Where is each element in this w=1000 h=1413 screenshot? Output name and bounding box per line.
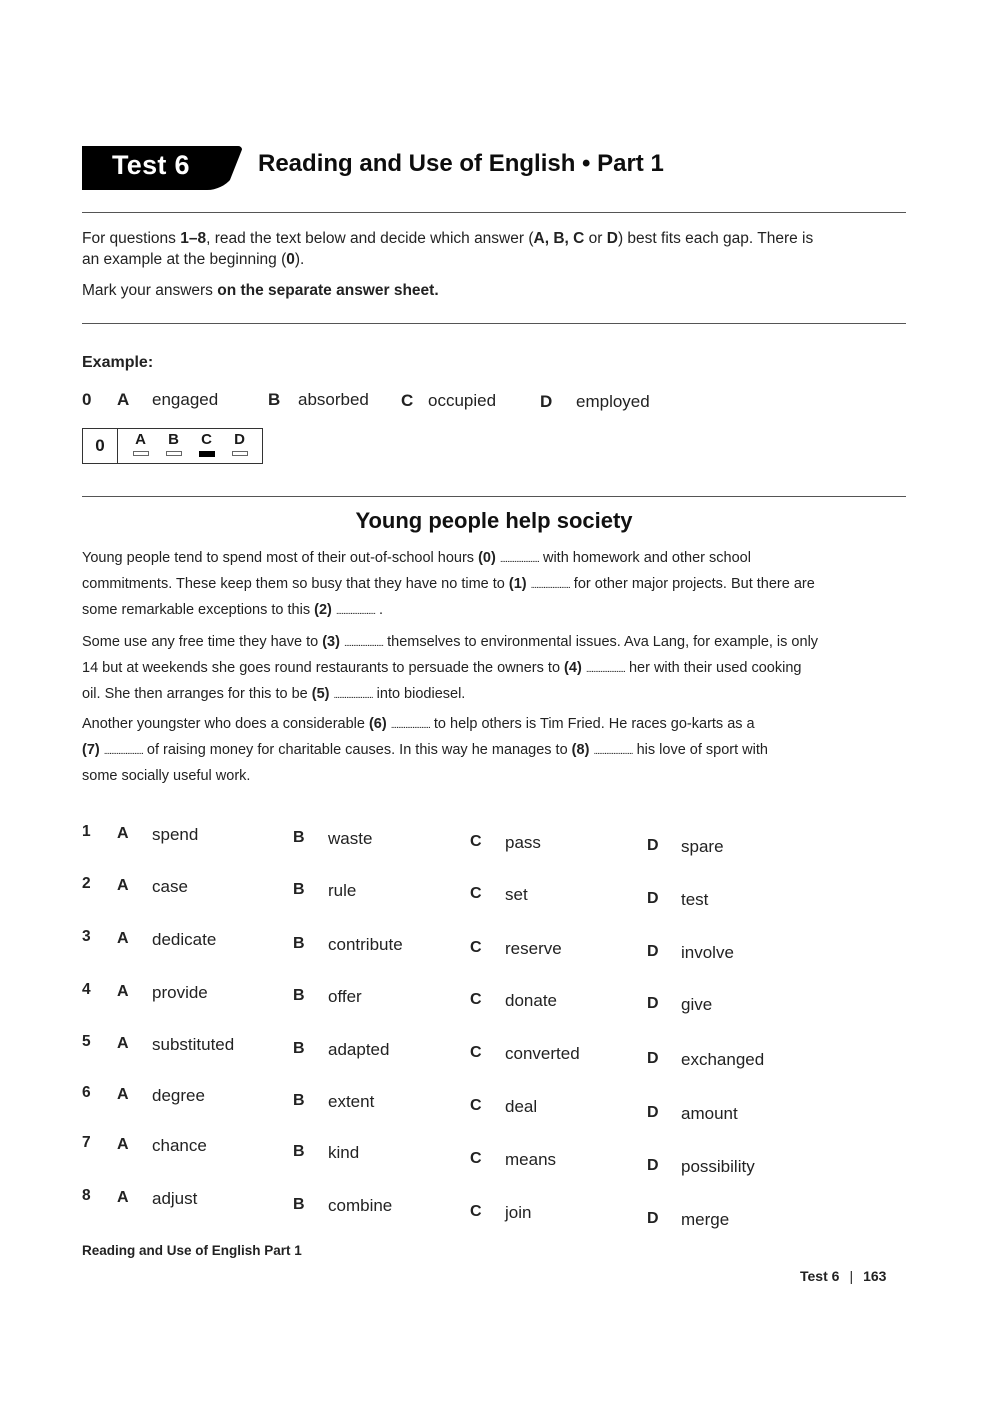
- answer-letter: B: [168, 431, 179, 448]
- instr-bold: 1–8: [180, 230, 207, 247]
- gap-blank[interactable]: ......................: [390, 720, 430, 731]
- option-c[interactable]: means: [505, 1150, 557, 1169]
- answer-option-d[interactable]: [232, 431, 248, 463]
- option-d[interactable]: test: [681, 890, 709, 909]
- gap-blank[interactable]: ......................: [103, 746, 143, 757]
- question-number: 1: [82, 823, 91, 840]
- page-title: Reading and Use of English • Part 1: [258, 150, 664, 177]
- mark-instructions: [82, 280, 902, 301]
- passage-text: commitments. These keep them so busy that they have no time to: [82, 576, 509, 592]
- passage-text: his love of sport with: [632, 742, 768, 758]
- example-answer-box: [82, 428, 263, 464]
- passage-paragraph-2: [82, 630, 912, 708]
- option-letter: A: [117, 1086, 129, 1103]
- option-letter: A: [117, 983, 129, 1000]
- option-letter: C: [470, 939, 482, 956]
- gap-label: (1): [508, 576, 527, 592]
- question-number: 3: [82, 928, 91, 945]
- passage-text: Young people tend to spend most of their out-of-school hours: [82, 550, 479, 566]
- example-option: occupied: [428, 391, 497, 410]
- example-label: Example:: [82, 354, 154, 371]
- instr-text: or: [584, 230, 607, 247]
- passage-text: her with their used cooking: [624, 660, 802, 676]
- option-letter: D: [647, 943, 659, 960]
- answer-mark-empty: [232, 451, 248, 456]
- answer-letter: C: [201, 431, 212, 448]
- page-number: 163: [863, 1268, 887, 1284]
- option-b[interactable]: kind: [328, 1143, 360, 1162]
- option-letter: D: [647, 1157, 659, 1174]
- answer-option-b[interactable]: [166, 431, 182, 463]
- instr-bold: A, B, C: [533, 230, 585, 247]
- passage-text: to help others is Tim Fried. He races go-karts as a: [429, 716, 755, 732]
- option-letter: B: [293, 829, 305, 846]
- option-b[interactable]: combine: [328, 1196, 393, 1215]
- option-d[interactable]: exchanged: [681, 1050, 765, 1069]
- gap-blank[interactable]: ......................: [585, 664, 625, 675]
- example-number: 0: [82, 390, 92, 409]
- option-letter: C: [470, 885, 482, 902]
- passage-text: themselves to environmental issues. Ava Lang, for example, is only: [383, 634, 819, 650]
- answer-box-number: 0: [83, 429, 118, 463]
- passage-text: for other major projects. But there are: [569, 576, 815, 592]
- example-letter: B: [268, 390, 281, 409]
- option-letter: A: [117, 825, 129, 842]
- answer-mark-empty: [166, 451, 182, 456]
- option-letter: B: [293, 1196, 305, 1213]
- option-a[interactable]: provide: [152, 983, 208, 1002]
- option-c[interactable]: deal: [505, 1097, 538, 1116]
- gap-label: (3): [322, 634, 340, 650]
- instr-bold: 0: [286, 251, 295, 268]
- passage-text: some remarkable exceptions to this: [82, 602, 315, 618]
- test-label: Test 6: [112, 150, 190, 180]
- answer-option-c[interactable]: [199, 431, 215, 463]
- question-number: 6: [82, 1084, 91, 1101]
- option-a[interactable]: adjust: [152, 1189, 198, 1208]
- example-option: absorbed: [298, 390, 369, 409]
- divider: [82, 212, 906, 213]
- option-letter: D: [647, 1210, 659, 1227]
- instructions: [82, 228, 902, 270]
- option-letter: C: [470, 1203, 482, 1220]
- option-b[interactable]: offer: [328, 987, 362, 1006]
- example-letter: A: [117, 390, 130, 409]
- gap-label: (8): [571, 742, 590, 758]
- passage-text: oil. She then arranges for this to be: [82, 686, 312, 702]
- instr-text: an example at the beginning (: [82, 251, 287, 268]
- gap-blank[interactable]: ......................: [499, 554, 539, 565]
- option-d[interactable]: amount: [681, 1104, 738, 1123]
- passage-title: Young people help society: [355, 508, 633, 533]
- example-option: engaged: [152, 390, 219, 409]
- option-letter: D: [647, 890, 659, 907]
- option-a[interactable]: substituted: [152, 1035, 235, 1054]
- passage-text: Another youngster who does a considerable: [82, 716, 369, 732]
- option-letter: C: [470, 1097, 482, 1114]
- passage-text: of raising money for charitable causes. In this way he manages to: [142, 742, 572, 758]
- option-c[interactable]: reserve: [505, 939, 562, 958]
- option-c[interactable]: converted: [505, 1044, 580, 1063]
- footer-test: Test 6: [800, 1268, 840, 1284]
- option-letter: C: [470, 1044, 482, 1061]
- question-number: 4: [82, 981, 91, 998]
- option-a[interactable]: degree: [152, 1086, 205, 1105]
- answer-mark-empty: [133, 451, 149, 456]
- option-a[interactable]: chance: [152, 1136, 207, 1155]
- option-letter: B: [293, 987, 305, 1004]
- option-letter: D: [647, 995, 659, 1012]
- passage-paragraph-1: [82, 546, 912, 624]
- option-letter: B: [293, 1092, 305, 1109]
- instr-bold: D: [606, 230, 618, 247]
- option-b[interactable]: extent: [328, 1092, 375, 1111]
- passage-text: with homework and other school: [538, 550, 751, 566]
- instr-text: For questions: [82, 230, 181, 247]
- option-c[interactable]: pass: [505, 833, 541, 852]
- question-number: 5: [82, 1033, 91, 1050]
- question-number: 7: [82, 1134, 91, 1151]
- footer-section: Reading and Use of English Part 1: [82, 1243, 302, 1258]
- answer-letter: A: [135, 431, 146, 448]
- example-option: employed: [576, 392, 650, 411]
- passage-text: some socially useful work.: [82, 768, 251, 784]
- option-letter: B: [293, 1143, 305, 1160]
- passage-text: into biodiesel.: [372, 686, 466, 702]
- answer-option-a[interactable]: [133, 431, 149, 463]
- option-letter: B: [293, 881, 305, 898]
- option-letter: A: [117, 930, 129, 947]
- option-letter: A: [117, 877, 129, 894]
- gap-blank[interactable]: ......................: [530, 580, 570, 591]
- instr-text: Mark your answers: [82, 282, 218, 299]
- option-a[interactable]: case: [152, 877, 188, 896]
- gap-blank[interactable]: ......................: [335, 606, 375, 617]
- example-letter: C: [401, 391, 414, 410]
- option-letter: C: [470, 833, 482, 850]
- option-b[interactable]: rule: [328, 881, 357, 900]
- gap-blank[interactable]: ......................: [343, 638, 384, 649]
- option-d[interactable]: possibility: [681, 1157, 755, 1176]
- option-b[interactable]: waste: [328, 829, 373, 848]
- gap-label: (2): [314, 602, 332, 618]
- option-d[interactable]: spare: [681, 837, 724, 856]
- gap-label: (0): [478, 550, 496, 566]
- option-c[interactable]: donate: [505, 991, 557, 1010]
- option-b[interactable]: contribute: [328, 935, 403, 954]
- instr-text: ) best fits each gap. There is: [617, 230, 814, 247]
- divider: [82, 323, 906, 324]
- question-number: 2: [82, 875, 91, 892]
- passage-paragraph-3: [82, 712, 912, 788]
- answer-letter: D: [234, 431, 245, 448]
- option-c[interactable]: set: [505, 885, 528, 904]
- gap-label: (4): [564, 660, 582, 676]
- gap-label: (6): [368, 716, 387, 732]
- gap-label: (7): [82, 742, 100, 758]
- gap-blank[interactable]: ......................: [593, 746, 633, 757]
- passage-text: Some use any free time they have to: [82, 634, 323, 650]
- question-number: 8: [82, 1187, 91, 1204]
- gap-blank[interactable]: ......................: [333, 690, 373, 701]
- footer-separator: |: [849, 1268, 854, 1284]
- option-letter: A: [117, 1189, 129, 1206]
- option-b[interactable]: adapted: [328, 1040, 390, 1059]
- option-d[interactable]: give: [681, 995, 713, 1014]
- example-letter: D: [540, 392, 553, 411]
- option-letter: A: [117, 1035, 129, 1052]
- option-c[interactable]: join: [505, 1203, 532, 1222]
- instr-bold: on the separate answer sheet.: [217, 282, 439, 299]
- instr-text: ).: [294, 251, 305, 268]
- gap-label: (5): [311, 686, 330, 702]
- option-letter: B: [293, 1040, 305, 1057]
- passage-text: 14 but at weekends she goes round restaurants to persuade the owners to: [82, 660, 565, 676]
- option-letter: C: [470, 1150, 482, 1167]
- option-letter: A: [117, 1136, 129, 1153]
- option-letter: D: [647, 837, 659, 854]
- option-letter: B: [293, 935, 305, 952]
- option-letter: D: [647, 1104, 659, 1121]
- option-letter: C: [470, 991, 482, 1008]
- answer-mark-filled: [199, 451, 215, 457]
- option-letter: D: [647, 1050, 659, 1067]
- divider: [82, 496, 906, 497]
- instr-text: , read the text below and decide which answer (: [206, 230, 534, 247]
- option-d[interactable]: merge: [681, 1210, 730, 1229]
- option-d[interactable]: involve: [681, 943, 734, 962]
- footer-page-info: [800, 1268, 886, 1284]
- option-a[interactable]: spend: [152, 825, 199, 844]
- option-a[interactable]: dedicate: [152, 930, 217, 949]
- passage-text: .: [375, 602, 384, 618]
